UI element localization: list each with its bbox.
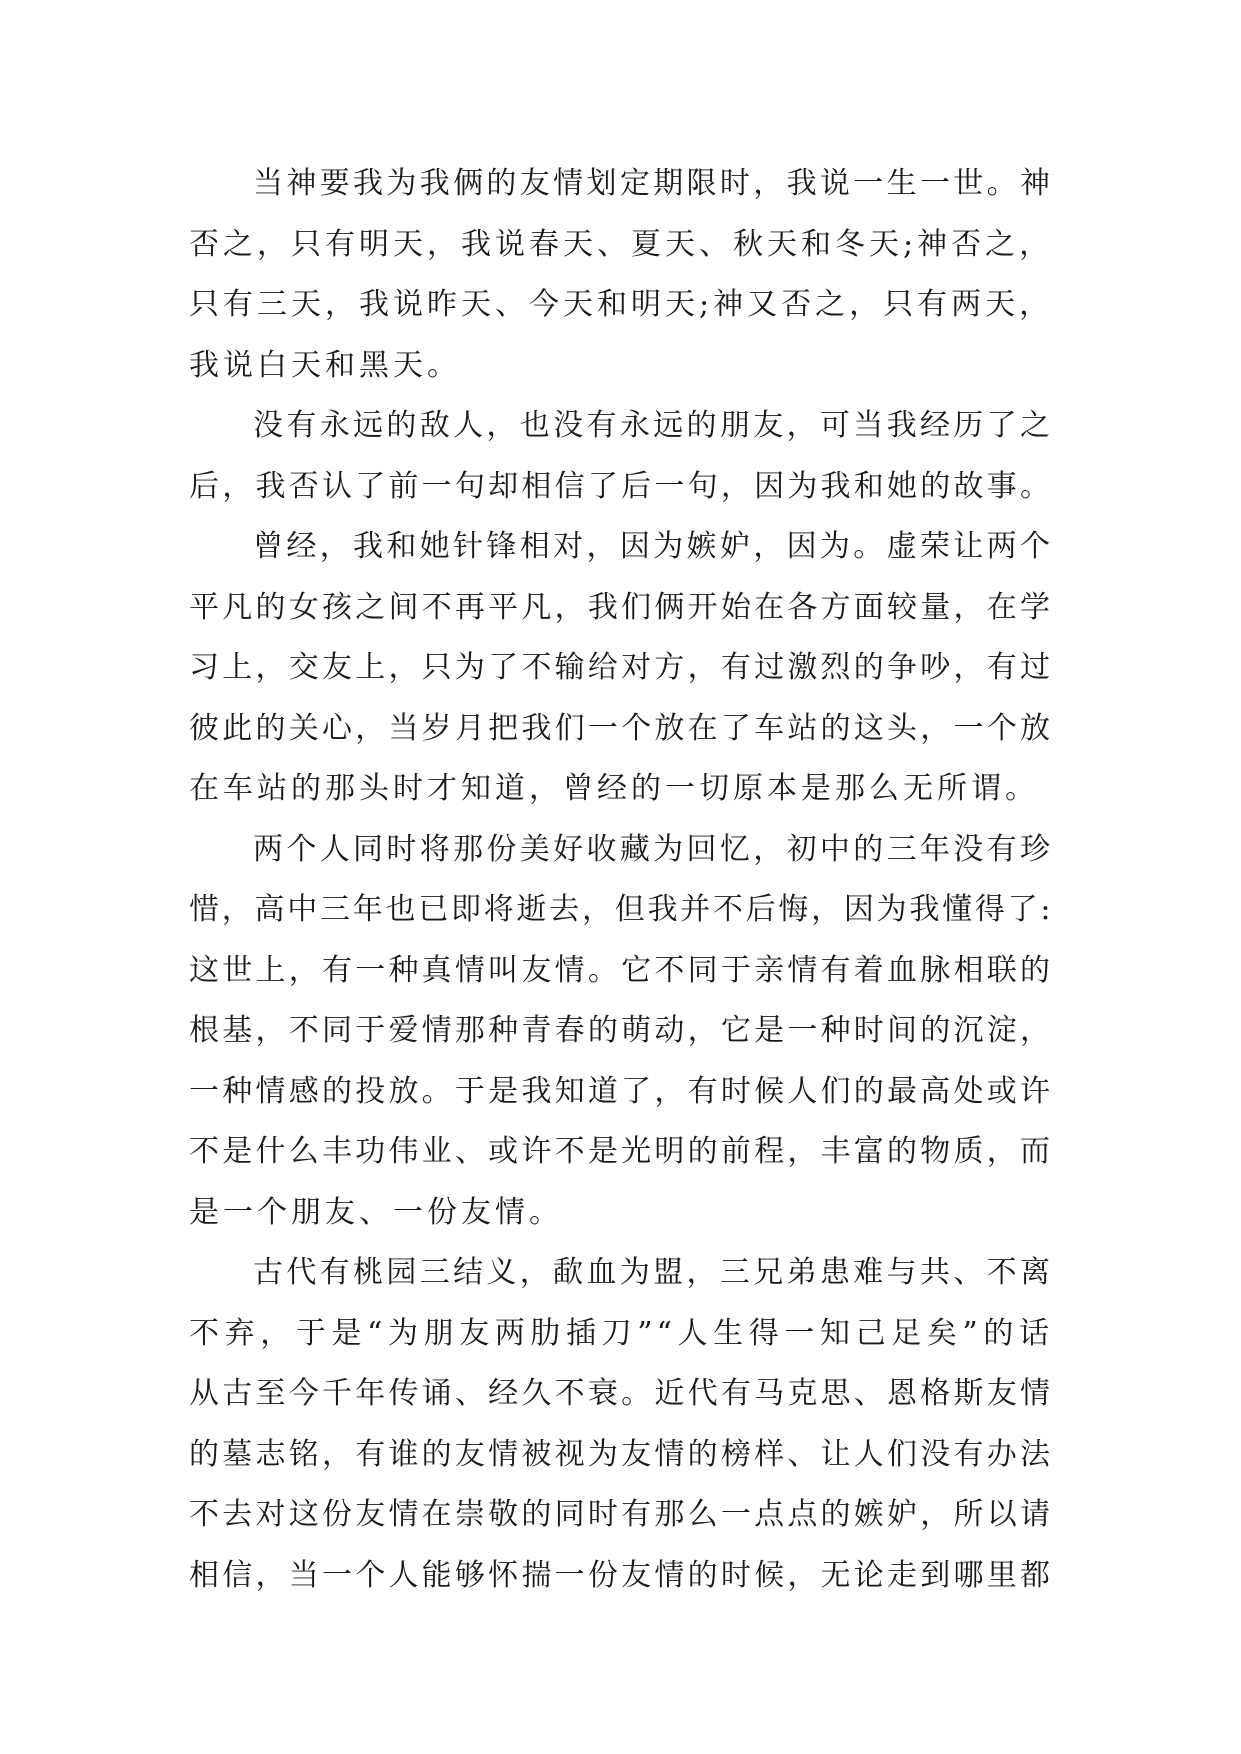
text-line: 习上，交友上，只为了不输给对方，有过激烈的争吵，有过 — [189, 650, 1053, 685]
text-line: 不去对这份友情在崇敬的同时有那么一点点的嫉妒，所以请 — [189, 1497, 1053, 1532]
text-line: 后，我否认了前一句却相信了后一句，因为我和她的故事。 — [189, 468, 1053, 504]
text-line: 惜，高中三年也已即将逝去，但我并不后悔，因为我懂得了: — [189, 892, 1053, 927]
text-line: 从古至今千年传诵、经久不衰。近代有马克思、恩格斯友情 — [189, 1376, 1053, 1411]
document-body — [189, 154, 1053, 1606]
text-line: 是一个朋友、一份友情。 — [189, 1194, 563, 1230]
text-line: 否之，只有明天，我说春天、夏天、秋天和冬天;神否之， — [189, 226, 1053, 262]
text-line: 这世上，有一种真情叫友情。它不同于亲情有着血脉相联的 — [189, 952, 1053, 988]
text-line: 不是什么丰功伟业、或许不是光明的前程，丰富的物质，而 — [189, 1134, 1053, 1169]
text-line: 平凡的女孩之间不再平凡，我们俩开始在各方面较量，在学 — [189, 589, 1053, 625]
text-line: 两个人同时将那份美好收藏为回忆，初中的三年没有珍 — [253, 831, 1053, 867]
text-line: 的墓志铭，有谁的友情被视为友情的榜样、让人们没有办法 — [189, 1436, 1053, 1472]
text-line: 我说白天和黑天。 — [189, 347, 461, 383]
text-line: 只有三天，我说昨天、今天和明天;神又否之，只有两天， — [189, 287, 1053, 322]
text-line: 在车站的那头时才知道，曾经的一切原本是那么无所谓。 — [189, 771, 1039, 806]
text-line: 曾经，我和她针锋相对，因为嫉妒，因为。虚荣让两个 — [253, 529, 1053, 564]
text-line: 一种情感的投放。于是我知道了，有时候人们的最高处或许 — [189, 1073, 1053, 1109]
text-line: 古代有桃园三结义，歃血为盟，三兄弟患难与共、不离 — [253, 1255, 1053, 1290]
text-line: 彼此的关心，当岁月把我们一个放在了车站的这头，一个放 — [189, 710, 1053, 746]
text-line: 没有永远的敌人，也没有永远的朋友，可当我经历了之 — [253, 408, 1053, 443]
text-line: 当神要我为我俩的友情划定期限时，我说一生一世。神 — [253, 166, 1053, 201]
text-line: 相信，当一个人能够怀揣一份友情的时候，无论走到哪里都 — [189, 1557, 1053, 1593]
text-line: 根基，不同于爱情那种青春的萌动，它是一种时间的沉淀， — [189, 1013, 1053, 1048]
text-line: 不弃，于是“为朋友两肋插刀”“人生得一知己足矣”的话 — [189, 1315, 1053, 1351]
